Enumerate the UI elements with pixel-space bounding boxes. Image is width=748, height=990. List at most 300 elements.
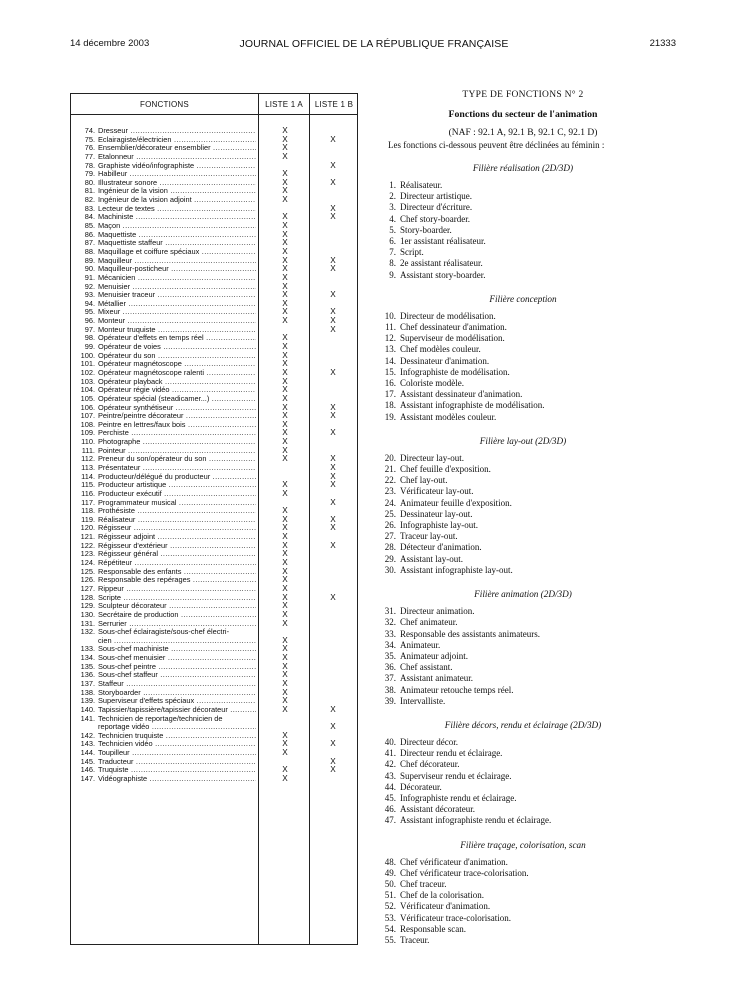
table-row xyxy=(71,395,359,404)
item-number: 12. xyxy=(384,333,396,344)
function-label: Ensemblier/décorateur ensemblier ..... xyxy=(98,144,256,153)
row-number: 144. xyxy=(80,748,95,758)
table-row xyxy=(71,369,359,378)
table-row xyxy=(71,594,359,603)
item-text: Assistant infographiste de modélisation. xyxy=(400,400,545,411)
item-number: 54. xyxy=(384,923,396,934)
row-number: 124. xyxy=(80,558,95,568)
item-text: Chef feuille d'exposition. xyxy=(400,464,491,475)
list-a-mark: X xyxy=(282,290,288,300)
function-label: cien ..... xyxy=(98,637,256,646)
page-number: 21333 xyxy=(649,38,676,49)
function-item xyxy=(378,737,668,748)
function-label: Maquettiste ..... xyxy=(98,231,256,240)
table-row xyxy=(71,758,359,767)
row-number: 98. xyxy=(84,333,95,343)
table-row xyxy=(71,231,359,240)
table-row xyxy=(71,611,359,620)
list-a-mark: X xyxy=(282,367,288,377)
list-a-mark: X xyxy=(282,774,288,784)
table-body xyxy=(71,127,359,784)
item-number: 10. xyxy=(384,310,396,321)
row-number: 135. xyxy=(80,661,95,671)
table-row xyxy=(71,300,359,309)
row-number: 147. xyxy=(80,774,95,784)
function-label: Etalonneur ..... xyxy=(98,153,256,162)
function-label: Menuisier traceur ..... xyxy=(98,291,256,300)
row-number: 78. xyxy=(84,160,95,170)
function-label: Storyboarder ..... xyxy=(98,689,256,698)
item-text: Décorateur. xyxy=(400,781,442,792)
naf-codes: (NAF : 92.1 A, 92.1 B, 92.1 C, 92.1 D) xyxy=(448,128,598,138)
function-item xyxy=(378,913,668,924)
table-row xyxy=(71,559,359,568)
table-row xyxy=(71,352,359,361)
function-label: Régisseur général ..... xyxy=(98,550,256,559)
function-item xyxy=(378,270,668,281)
list-a-mark: X xyxy=(282,704,288,714)
table-row xyxy=(71,162,359,171)
table-row xyxy=(71,740,359,749)
function-item xyxy=(378,311,668,322)
table-row xyxy=(71,283,359,292)
function-item xyxy=(378,890,668,901)
row-number: 80. xyxy=(84,177,95,187)
table-row xyxy=(71,360,359,369)
function-item xyxy=(378,565,668,576)
table-row xyxy=(71,680,359,689)
list-b-mark: X xyxy=(330,177,336,187)
list-a-mark: X xyxy=(282,255,288,265)
list-a-mark: X xyxy=(282,454,288,464)
function-label: Menuisier ..... xyxy=(98,283,256,292)
function-item xyxy=(378,520,668,531)
function-label: Habilleur ..... xyxy=(98,170,256,179)
table-row xyxy=(71,187,359,196)
function-item xyxy=(378,815,668,826)
row-number: 134. xyxy=(80,653,95,663)
row-number: 121. xyxy=(80,532,95,542)
list-b-mark: X xyxy=(330,324,336,334)
item-text: Assistant story-boarder. xyxy=(400,269,486,280)
item-text: Directeur animation. xyxy=(400,606,475,617)
row-number: 130. xyxy=(80,609,95,619)
table-row xyxy=(71,473,359,482)
function-label: Opérateur de voies ..... xyxy=(98,343,256,352)
function-label: Staffeur ..... xyxy=(98,680,256,689)
function-label: Sculpteur décorateur ..... xyxy=(98,602,256,611)
table-row xyxy=(71,308,359,317)
list-a-mark: X xyxy=(282,445,288,455)
function-label: Opérateur spécial (steadicamer...) ..... xyxy=(98,395,256,404)
table-row xyxy=(71,412,359,421)
item-text: Directeur d'écriture. xyxy=(400,202,473,213)
section-type: TYPE DE FONCTIONS N° 2 xyxy=(462,90,584,100)
function-label: Mixeur ..... xyxy=(98,308,256,317)
function-item xyxy=(378,901,668,912)
function-label: Maquillage et coiffure spéciaux ..... xyxy=(98,248,256,257)
row-number: 127. xyxy=(80,583,95,593)
function-item xyxy=(378,236,668,247)
function-item xyxy=(378,759,668,770)
table-row xyxy=(71,732,359,741)
row-number: 114. xyxy=(81,471,95,481)
list-a-mark: X xyxy=(282,437,288,447)
row-number: 125. xyxy=(80,566,95,576)
item-text: Vérificateur d'animation. xyxy=(400,901,491,912)
item-text: Vérificateur trace-colorisation. xyxy=(400,912,511,923)
list-a-mark: X xyxy=(282,264,288,274)
table-row xyxy=(71,585,359,594)
function-label: Technicien vidéo ..... xyxy=(98,740,256,749)
function-label: Technicien truquiste ..... xyxy=(98,732,256,741)
journal-title: JOURNAL OFFICIEL DE LA RÉPUBLIQUE FRANÇAISE xyxy=(239,38,509,50)
row-number: 109. xyxy=(80,428,95,438)
function-item xyxy=(378,662,668,673)
item-text: Chef décorateur. xyxy=(400,759,460,770)
item-text: Assistant infographiste rendu et éclairage. xyxy=(400,815,552,826)
row-number: 137. xyxy=(80,679,95,688)
item-text: Chef de la colorisation. xyxy=(400,890,484,901)
table-row xyxy=(71,421,359,430)
list-a-mark: X xyxy=(282,342,288,352)
item-text: Dessinateur lay-out. xyxy=(400,508,473,519)
table-row xyxy=(71,576,359,585)
table-row xyxy=(71,144,359,153)
filiere-heading: Filière animation (2D/3D) xyxy=(474,589,572,600)
item-number: 18. xyxy=(384,400,396,411)
list-a-mark: X xyxy=(282,402,288,412)
table-row xyxy=(71,265,359,274)
item-text: Responsable scan. xyxy=(400,923,466,934)
row-number: 142. xyxy=(80,730,95,740)
table-row xyxy=(71,317,359,326)
function-item xyxy=(378,804,668,815)
row-number: 141. xyxy=(80,713,95,723)
item-number: 24. xyxy=(384,497,396,508)
function-item xyxy=(378,367,668,378)
list-a-mark: X xyxy=(282,333,288,343)
list-a-mark: X xyxy=(282,281,288,291)
function-label: Illustrateur sonore ..... xyxy=(98,179,256,188)
table-row xyxy=(71,524,359,533)
function-label: Dresseur ..... xyxy=(98,127,256,136)
item-text: Traceur. xyxy=(400,934,430,945)
list-a-mark: X xyxy=(282,739,288,749)
table-row xyxy=(71,257,359,266)
table-row xyxy=(71,438,359,447)
item-number: 3. xyxy=(389,202,396,213)
item-text: Chef animateur. xyxy=(400,617,458,628)
list-a-mark: X xyxy=(282,177,288,187)
row-number: 118. xyxy=(81,506,95,516)
table-row xyxy=(71,775,359,784)
table-row xyxy=(71,602,359,611)
list-a-mark: X xyxy=(282,169,288,179)
function-label: Peintre en lettres/faux bois ..... xyxy=(98,421,256,430)
function-item xyxy=(378,322,668,333)
item-number: 19. xyxy=(384,411,396,422)
function-item xyxy=(378,412,668,423)
list-b-mark: X xyxy=(330,316,336,326)
item-number: 5. xyxy=(389,224,396,235)
function-item xyxy=(378,498,668,509)
table-row xyxy=(71,481,359,490)
row-number: 111. xyxy=(81,445,95,455)
row-number: 117. xyxy=(81,497,95,507)
table-row xyxy=(71,715,359,724)
item-text: Story-boarder. xyxy=(400,224,452,235)
list-b-mark: X xyxy=(330,523,336,533)
item-number: 22. xyxy=(384,475,396,486)
function-item xyxy=(378,400,668,411)
function-item xyxy=(378,542,668,553)
list-a-mark: X xyxy=(282,523,288,533)
row-number: 108. xyxy=(80,419,95,429)
item-number: 41. xyxy=(384,748,396,759)
list-a-mark: X xyxy=(282,687,288,697)
item-number: 16. xyxy=(384,378,396,389)
function-label: Truquiste ..... xyxy=(98,766,256,775)
table-row xyxy=(71,663,359,672)
item-number: 48. xyxy=(384,856,396,867)
function-label: Présentateur ..... xyxy=(98,464,256,473)
table-row xyxy=(71,637,359,646)
row-number: 92. xyxy=(84,281,95,291)
item-number: 9. xyxy=(389,269,396,280)
list-a-mark: X xyxy=(282,195,288,205)
function-label: Responsable des repérages ..... xyxy=(98,576,256,585)
row-number: 81. xyxy=(84,186,95,196)
function-label: Maquilleur-posticheur ..... xyxy=(98,265,256,274)
item-text: Traceur lay-out. xyxy=(400,531,458,542)
item-number: 30. xyxy=(384,564,396,575)
function-label: Prothésiste ..... xyxy=(98,507,256,516)
list-b-mark: X xyxy=(330,739,336,749)
section-intro: Les fonctions ci-dessous peuvent être déclinées au féminin : xyxy=(388,140,605,150)
row-number: 102. xyxy=(80,367,95,377)
table-row xyxy=(71,404,359,413)
item-text: Assistant animateur. xyxy=(400,673,473,684)
item-number: 23. xyxy=(384,486,396,497)
table-row xyxy=(71,723,359,732)
function-label: Opérateur synthétiseur ..... xyxy=(98,404,256,413)
item-text: Directeur lay-out. xyxy=(400,452,464,463)
list-a-mark: X xyxy=(282,376,288,386)
list-b-mark: X xyxy=(330,471,336,481)
function-label: Pointeur ..... xyxy=(98,447,256,456)
function-label: Scripte ..... xyxy=(98,594,256,603)
item-text: Réalisateur. xyxy=(400,180,443,190)
function-item xyxy=(378,191,668,202)
list-a-mark: X xyxy=(282,151,288,161)
item-text: Coloriste modèle. xyxy=(400,378,464,389)
function-label: Eclairagiste/électricien ..... xyxy=(98,136,256,145)
item-number: 6. xyxy=(389,236,396,247)
row-number: 112. xyxy=(81,454,95,464)
list-a-mark: X xyxy=(282,212,288,222)
row-number: 126. xyxy=(80,575,95,585)
list-a-mark: X xyxy=(282,307,288,317)
function-item xyxy=(378,333,668,344)
table-row xyxy=(71,127,359,136)
column-header-functions: FONCTIONS xyxy=(140,100,189,109)
row-number: 140. xyxy=(80,704,95,714)
table-row xyxy=(71,749,359,758)
list-a-mark: X xyxy=(282,350,288,360)
function-item xyxy=(378,924,668,935)
function-label: Preneur du son/opérateur du son ..... xyxy=(98,455,256,464)
item-number: 14. xyxy=(384,355,396,366)
row-number: 128. xyxy=(80,592,95,602)
item-number: 29. xyxy=(384,553,396,564)
list-a-mark: X xyxy=(282,272,288,282)
list-b-mark: X xyxy=(330,722,336,732)
function-label: Métallier ..... xyxy=(98,300,256,309)
item-text: Chef vérificateur d'animation. xyxy=(400,856,508,867)
list-a-mark: X xyxy=(282,514,288,524)
table-row xyxy=(71,248,359,257)
list-b-mark: X xyxy=(330,756,336,766)
function-item xyxy=(378,464,668,475)
table-row xyxy=(71,654,359,663)
list-b-mark: X xyxy=(330,497,336,507)
function-label: Producteur/délégué du producteur ..... xyxy=(98,473,256,482)
item-text: Assistant lay-out. xyxy=(400,553,463,564)
item-text: Directeur artistique. xyxy=(400,191,472,202)
function-item xyxy=(378,629,668,640)
list-a-mark: X xyxy=(282,540,288,550)
item-number: 40. xyxy=(384,736,396,747)
item-text: Superviseur de modélisation. xyxy=(400,333,505,344)
table-row xyxy=(71,620,359,629)
function-item xyxy=(378,617,668,628)
row-number: 133. xyxy=(80,644,95,654)
function-label: Vidéographiste ..... xyxy=(98,775,256,784)
list-a-mark: X xyxy=(282,411,288,421)
row-number: 143. xyxy=(80,739,95,749)
row-number: 93. xyxy=(84,290,95,300)
function-label: Superviseur d'effets spéciaux ..... xyxy=(98,697,256,706)
function-label: Rippeur ..... xyxy=(98,585,256,594)
row-number: 115. xyxy=(81,480,95,490)
function-label: Ingénieur de la vision adjoint ..... xyxy=(98,196,256,205)
row-number: 145. xyxy=(80,756,95,766)
function-item xyxy=(378,389,668,400)
item-text: Intervalliste. xyxy=(400,695,446,706)
row-number: 91. xyxy=(84,272,95,282)
function-label: Opérateur d'effets en temps réel ..... xyxy=(98,334,256,343)
item-number: 38. xyxy=(384,684,396,695)
item-number: 28. xyxy=(384,542,396,553)
list-a-mark: X xyxy=(282,549,288,559)
list-a-mark: X xyxy=(282,298,288,308)
table-row xyxy=(71,766,359,775)
function-label: Toupilleur ..... xyxy=(98,749,256,758)
section-title: Fonctions du secteur de l'animation xyxy=(448,109,598,120)
list-b-mark: X xyxy=(330,212,336,222)
item-number: 55. xyxy=(384,934,396,945)
item-number: 33. xyxy=(384,628,396,639)
row-number: 120. xyxy=(80,523,95,533)
row-number: 116. xyxy=(81,488,95,498)
item-text: Assistant dessinateur d'animation. xyxy=(400,389,523,400)
item-number: 53. xyxy=(384,912,396,923)
row-number: 110. xyxy=(81,437,95,447)
table-row xyxy=(71,153,359,162)
filiere-heading: Filière lay-out (2D/3D) xyxy=(479,435,567,446)
list-a-mark: X xyxy=(282,730,288,740)
list-b-mark: X xyxy=(330,255,336,265)
table-row xyxy=(71,343,359,352)
item-number: 2. xyxy=(389,191,396,202)
item-text: Vérificateur lay-out. xyxy=(400,486,474,497)
row-number: 87. xyxy=(84,238,95,248)
function-item xyxy=(378,879,668,890)
list-b-mark: X xyxy=(330,134,336,144)
table-row xyxy=(71,507,359,516)
table-row xyxy=(71,533,359,542)
row-number: 131. xyxy=(80,618,95,628)
list-a-mark: X xyxy=(282,670,288,680)
table-row xyxy=(71,628,359,637)
function-label: Photographe ..... xyxy=(98,438,256,447)
table-row xyxy=(71,429,359,438)
item-text: 2e assistant réalisateur. xyxy=(400,258,483,269)
list-a-mark: X xyxy=(282,696,288,706)
item-number: 31. xyxy=(384,606,396,617)
list-b-mark: X xyxy=(330,514,336,524)
function-item xyxy=(378,247,668,258)
list-a-mark: X xyxy=(282,134,288,144)
list-b-mark: X xyxy=(330,203,336,213)
function-label: Traducteur ..... xyxy=(98,758,256,767)
item-number: 42. xyxy=(384,759,396,770)
function-label: Régisseur ..... xyxy=(98,524,256,533)
function-item xyxy=(378,868,668,879)
item-number: 50. xyxy=(384,878,396,889)
column-header-list-b: LISTE 1 B xyxy=(314,100,354,109)
list-a-mark: X xyxy=(282,566,288,576)
item-text: Chef traceur. xyxy=(400,878,447,889)
function-label: Opérateur playback ..... xyxy=(98,378,256,387)
function-label: Sous-chef machiniste ..... xyxy=(98,645,256,654)
table-row xyxy=(71,274,359,283)
function-label: Sous-chef menuisier ..... xyxy=(98,654,256,663)
filiere-list xyxy=(378,163,668,946)
list-a-mark: X xyxy=(282,126,288,135)
row-number: 103. xyxy=(80,376,95,386)
function-label: Opérateur magnétoscope ralenti ..... xyxy=(98,369,256,378)
function-item xyxy=(378,225,668,236)
list-a-mark: X xyxy=(282,428,288,438)
list-a-mark: X xyxy=(282,221,288,231)
item-text: Animateur retouche temps réel. xyxy=(400,684,514,695)
list-a-mark: X xyxy=(282,316,288,326)
item-number: 20. xyxy=(384,452,396,463)
row-number: 82. xyxy=(84,195,95,205)
item-number: 13. xyxy=(384,344,396,355)
function-label: Programmateur musical ..... xyxy=(98,499,256,508)
list-a-mark: X xyxy=(282,592,288,602)
list-b-mark: X xyxy=(330,592,336,602)
item-number: 17. xyxy=(384,389,396,400)
item-number: 44. xyxy=(384,781,396,792)
item-number: 34. xyxy=(384,639,396,650)
function-label: Maquettiste staffeur ..... xyxy=(98,239,256,248)
table-row xyxy=(71,499,359,508)
function-item xyxy=(378,793,668,804)
